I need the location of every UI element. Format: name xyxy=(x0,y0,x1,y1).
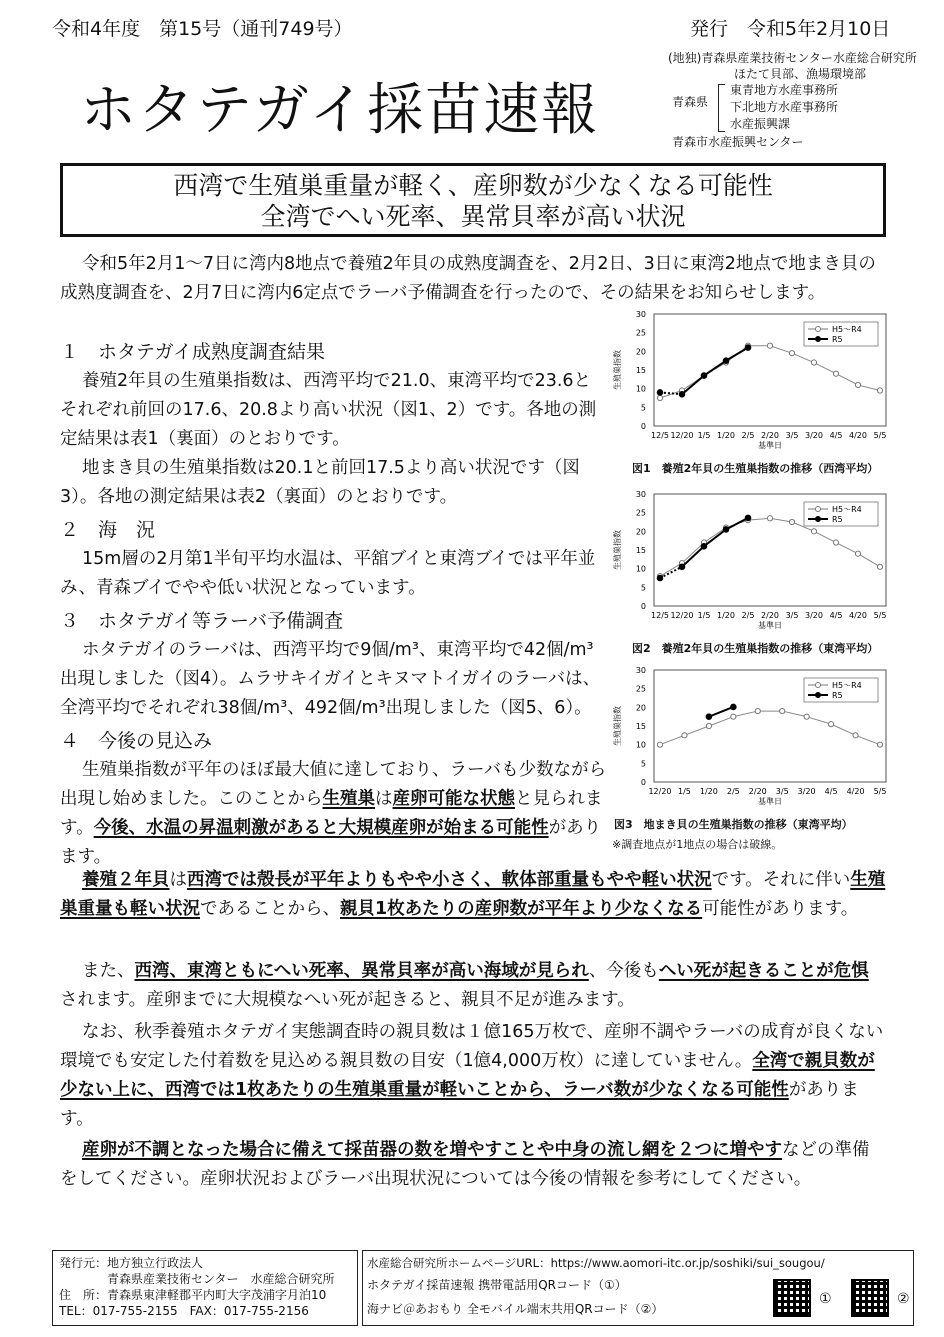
chart2-series-1-segment xyxy=(836,543,858,554)
footer-links xyxy=(362,1250,914,1326)
headline-line2: 全湾でへい死率、異常貝率が高い状況 xyxy=(260,202,686,231)
chart1-series-1-segment xyxy=(814,363,836,374)
chart3-series-1-point xyxy=(780,708,785,713)
chart2-series-1-segment xyxy=(770,518,792,522)
org-line2: ほたて貝部、漁場環境部 xyxy=(734,67,867,81)
section4-p1: 生殖巣指数が平年のほぼ最大値に達しており、ラーバも少数ながら出現し始めました。このことから生殖巣は産卵可能な状態と見られます。今後、水温の昇温刺激があると大規模産卵が始まる可能性があります。 xyxy=(60,760,607,867)
chart2-xtick: 12/20 xyxy=(670,611,694,620)
chart2-ylabel: 生殖巣指数 xyxy=(613,530,622,570)
org-line3: 青森市水産振興センター xyxy=(672,135,804,149)
chart2-series-1-point xyxy=(767,516,772,521)
qr1-marker: ① xyxy=(819,1291,832,1307)
chart2-legend-marker xyxy=(816,517,821,522)
chart2-caption: 図2 養殖2年貝の生殖巣指数の推移（東湾平均） xyxy=(632,642,879,655)
section1-p1: 養殖2年貝の生殖巣指数は、西湾平均で21.0、東湾平均で23.6とそれぞれ前回の17.6、20.8より高い状況（図1、2）です。各地の測定結果は表1（裏面）のとおりです。 xyxy=(60,371,597,449)
chart1-xtick: 3/20 xyxy=(805,431,823,440)
chart3-ytick: 10 xyxy=(635,740,646,750)
chart2-series-1-segment xyxy=(682,543,704,564)
chart2-xtick: 3/20 xyxy=(805,611,823,620)
intro-paragraph xyxy=(60,250,886,308)
chart1-series-1-segment xyxy=(770,346,792,353)
chart3-legend-label: R5 xyxy=(832,691,843,700)
chart1-series-1-segment xyxy=(836,374,858,385)
chart2-ytick: 10 xyxy=(635,564,646,574)
chart3-caption: 図3 地まき貝の生殖巣指数の推移（東湾平均） xyxy=(614,818,853,831)
chart2-series-2-point xyxy=(745,515,751,521)
chart1-series-2-segment xyxy=(682,376,704,395)
chart1-xtick: 4/20 xyxy=(849,431,867,440)
chart3-xtick: 2/5 xyxy=(726,787,740,796)
chart3-legend-marker xyxy=(816,683,821,688)
chart1-ytick: 15 xyxy=(635,366,646,375)
chart3-ytick: 25 xyxy=(635,684,646,694)
chart2-series-2-segment xyxy=(704,529,726,546)
chart1-series-2-point xyxy=(745,345,751,351)
chart1-series-1-point xyxy=(855,382,860,387)
chart3-series-2-segment xyxy=(709,707,733,717)
chart1-legend-label: R5 xyxy=(832,335,843,344)
section2-p1: 15m層の2月第1半旬平均水温は、平舘ブイと東湾ブイでは平年並み、青森ブイでやや低い状況となっています。 xyxy=(60,549,596,598)
section4-title: ４ 今後の見込み xyxy=(60,730,213,752)
chart3-series-1-point xyxy=(731,714,736,719)
chart2-legend-label: H5～R4 xyxy=(832,505,862,514)
chart2-ytick: 15 xyxy=(635,546,646,555)
chart2-series-1-segment xyxy=(858,554,880,567)
issue-date: 発行 令和5年2月10日 xyxy=(690,18,891,40)
chart1-series-2-segment xyxy=(726,348,748,361)
chart2-series-2-point xyxy=(701,543,707,549)
chart2-ytick: 25 xyxy=(635,508,646,518)
chart1-xtick: 4/5 xyxy=(829,431,843,440)
chart1-ylabel: 生殖巣指数 xyxy=(613,350,622,390)
chart3-series-1-point xyxy=(853,733,858,738)
chart3-series-1-point xyxy=(877,742,882,747)
chart3-series-1-segment xyxy=(807,717,831,724)
chart2-series-1-segment xyxy=(748,518,770,520)
chart2-series-2-segment xyxy=(682,546,704,567)
chart3-series-1-segment xyxy=(856,735,880,744)
chart2-ytick: 5 xyxy=(640,583,646,593)
left-column xyxy=(60,338,608,872)
intro-text: 令和5年2月1～7日に湾内8地点で養殖2年貝の成熟度調査を、2月2日、3日に東湾2地点で地まき貝の成熟度調査を、2月7日に湾内6定点でラーバ予備調査を行ったので、その結果をお知らせします。 xyxy=(60,254,876,303)
chart1-xlabel: 基準日 xyxy=(758,441,782,450)
chart3-ytick: 30 xyxy=(635,666,646,675)
chart3-series-1-point xyxy=(657,742,662,747)
chart3-series-1-point xyxy=(755,708,760,713)
chart3-xtick: 3/20 xyxy=(797,787,816,796)
chart2-legend-label: R5 xyxy=(832,515,843,524)
chart3-series-1-point xyxy=(706,723,711,728)
chart1-ytick: 5 xyxy=(640,403,646,413)
chart1-series-1-point xyxy=(767,343,772,348)
charts-area xyxy=(612,308,902,848)
footer-url[interactable]: 水産総合研究所ホームページURL：https://www.aomori-itc.or.jp/soshiki/sui_sougou/ xyxy=(367,1256,825,1270)
footer-l4: TEL：017-755-2155 FAX：017-755-2156 xyxy=(59,1304,309,1318)
chart2-series-1-point xyxy=(877,564,882,569)
chart2-xtick: 1/20 xyxy=(717,611,735,620)
chart3-series-1-point xyxy=(682,733,687,738)
paragraph-advice: 産卵が不調となった場合に備えて採苗器の数を増やすことや中身の流し網を２つに増やすなどの準備をしてください。産卵状況およびラーバ出現状況については今後の情報を参考にしてください。 xyxy=(60,1140,870,1189)
qr-code-1-icon[interactable] xyxy=(773,1279,811,1317)
footer-l1: 発行元：地方独立行政法人 xyxy=(59,1256,204,1270)
chart3-series-1-point xyxy=(829,722,834,727)
org-branch3: 水産振興課 xyxy=(730,117,791,131)
chart3-xtick: 12/20 xyxy=(648,787,672,796)
chart3-xtick: 5/5 xyxy=(873,787,887,796)
org-branch1: 東青地方水産事務所 xyxy=(730,83,839,97)
chart1-xtick: 3/5 xyxy=(785,431,799,440)
chart3-xtick: 3/5 xyxy=(775,787,789,796)
chart3-xtick: 2/20 xyxy=(748,787,767,796)
chart3-xtick: 1/20 xyxy=(699,787,718,796)
chart2-series-1-point xyxy=(855,551,860,556)
chart2-xtick: 2/5 xyxy=(741,611,755,620)
chart2-series-1-point xyxy=(833,540,838,545)
headline-box xyxy=(60,163,886,237)
chart1-series-1-point xyxy=(789,351,794,356)
chart2-xtick: 5/5 xyxy=(873,611,887,620)
chart3-legend-label: H5～R4 xyxy=(832,681,862,690)
headline-line1: 西湾で生殖巣重量が軽く、産卵数が少なくなる可能性 xyxy=(173,171,773,200)
chart2-series-1-segment xyxy=(814,531,836,542)
chart3-ytick: 5 xyxy=(640,759,646,769)
chart3-series-1-segment xyxy=(733,711,757,717)
qr2-marker: ② xyxy=(897,1291,910,1307)
chart2-xtick: 2/20 xyxy=(761,611,779,620)
chart1-series-2-point xyxy=(657,390,663,396)
chart2-series-1-point xyxy=(811,529,816,534)
chart1-series-1-point xyxy=(833,371,838,376)
chart1-xtick: 2/20 xyxy=(761,431,779,440)
footer-qr2-label: 海ナビ＠あおもり 全モバイル端末共用QRコード（②） xyxy=(367,1302,664,1316)
issue-number: 令和4年度 第15号（通刊749号） xyxy=(52,18,353,40)
chart2-xtick: 1/5 xyxy=(697,611,711,620)
footer-publisher xyxy=(52,1250,358,1326)
footer-l3: 住 所：青森県東津軽郡平内町大字茂浦字月泊10 xyxy=(59,1288,327,1302)
footer-qr1-label: ホタテガイ採苗速報 携帯電話用QRコード（①） xyxy=(367,1278,627,1292)
chart1-xtick: 1/5 xyxy=(697,431,711,440)
chart2-ytick: 30 xyxy=(635,490,646,499)
chart2-series-1-point xyxy=(789,519,794,524)
chart2-series-1-segment xyxy=(704,528,726,543)
chart1-legend-marker xyxy=(816,337,821,342)
org-branch2: 下北地方水産事務所 xyxy=(730,100,839,114)
org-line1: (地独)青森県産業技術センター水産総合研究所 xyxy=(668,51,917,65)
chart2-ytick: 0 xyxy=(640,602,646,611)
footer-l2: 青森県産業技術センター 水産総合研究所 xyxy=(107,1272,335,1286)
chart2-series-2-point xyxy=(657,575,663,581)
chart1-series-1-point xyxy=(877,388,882,393)
org-bracket xyxy=(718,84,725,132)
chart1-series-2-segment xyxy=(704,361,726,376)
chart3-xtick: 4/20 xyxy=(846,787,865,796)
chart1-xtick: 2/5 xyxy=(741,431,755,440)
section1-title: １ ホタテガイ成熟度調査結果 xyxy=(60,341,326,363)
chart1-xtick: 12/5 xyxy=(651,431,669,440)
chart3-xtick: 4/5 xyxy=(824,787,838,796)
section3-p1: ホタテガイのラーバは、西湾平均で9個/m³、東湾平均で42個/m³出現しました（図4）。ムラサキイガイとキヌマトイガイのラーバは、全湾平均でそれぞれ38個/m³、492個/m³出現しました（図5、6）。 xyxy=(60,640,601,718)
chart2-xtick: 12/5 xyxy=(651,611,669,620)
chart-note: ※調査地点が1地点の場合は破線。 xyxy=(612,838,783,851)
chart3-xtick: 1/5 xyxy=(678,787,691,796)
chart1-ytick: 20 xyxy=(635,347,646,357)
chart2-xtick: 4/20 xyxy=(849,611,867,620)
qr-code-2-icon[interactable] xyxy=(851,1279,889,1317)
chart2-series-2-segment xyxy=(726,518,748,530)
chart1-legend-label: H5～R4 xyxy=(832,325,862,334)
chart1-series-1-point xyxy=(657,395,662,400)
chart1-series-2-point xyxy=(679,391,685,397)
chart2-series-2-point xyxy=(679,564,685,570)
chart3-series-2-point xyxy=(731,704,737,710)
chart1-series-1-segment xyxy=(858,385,880,391)
section1-p2: 地まき貝の生殖巣指数は20.1と前回17.5より高い状況です（図3）。各地の測定結果は表2（裏面）のとおりです。 xyxy=(60,458,580,507)
chart3-series-1-segment xyxy=(660,735,684,744)
chart2-xlabel: 基準日 xyxy=(758,621,782,630)
paragraph-mortality: また、西湾、東湾ともにへい死率、異常貝率が高い海域が見られ、今後もへい死が起きることが危惧されます。産卵までに大規模なへい死が起きると、親貝不足が進みます。 xyxy=(60,961,869,1010)
chart1-ytick: 0 xyxy=(640,422,646,431)
chart2-xtick: 3/5 xyxy=(785,611,799,620)
chart1-xtick: 1/20 xyxy=(717,431,735,440)
section3-title: ３ ホタテガイ等ラーバ予備調査 xyxy=(60,610,344,632)
charts-svg xyxy=(612,308,902,848)
chart1-caption: 図1 養殖2年貝の生殖巣指数の推移（西湾平均） xyxy=(632,462,879,475)
chart1-xtick: 12/20 xyxy=(670,431,694,440)
chart3-legend-marker xyxy=(816,693,821,698)
chart2-series-2-point xyxy=(723,527,729,533)
chart1-ytick: 25 xyxy=(635,328,646,338)
chart1-legend-marker xyxy=(816,327,821,332)
chart3-series-1-segment xyxy=(709,717,733,726)
chart1-series-1-point xyxy=(811,360,816,365)
chart2-series-2-segment xyxy=(660,567,682,578)
org-pref: 青森県 xyxy=(672,95,709,109)
bulletin-title: ホタテガイ採苗速報 xyxy=(80,78,600,143)
chart2-legend-marker xyxy=(816,507,821,512)
chart3-series-2-point xyxy=(706,714,712,720)
chart1-series-2-point xyxy=(723,358,729,364)
chart1-series-2-point xyxy=(701,373,707,379)
chart3-series-1-segment xyxy=(782,711,806,717)
chart3-series-1-point xyxy=(804,714,809,719)
chart1-series-1-segment xyxy=(792,353,814,362)
chart3-ytick: 15 xyxy=(635,722,646,731)
paragraph-adult-shell: 養殖２年貝は西湾では殻長が平年よりもやや小さく、軟体部重量もやや軽い状況です。それに伴い生殖巣重量も軽い状況であることから、親貝1枚あたりの産卵数が平年より少なくなる可能性があります。 xyxy=(60,870,886,919)
chart3-xlabel: 基準日 xyxy=(758,797,782,806)
chart3-series-1-segment xyxy=(684,726,708,735)
chart3-series-1-segment xyxy=(831,724,855,735)
chart1-ytick: 30 xyxy=(635,310,646,319)
chart3-ytick: 20 xyxy=(635,703,646,713)
chart1-ytick: 10 xyxy=(635,384,646,394)
chart2-ytick: 20 xyxy=(635,527,646,537)
paragraph-parent-count: なお、秋季養殖ホタテガイ実態調査時の親貝数は１億165万枚で、産卵不調やラーバの成育が良くない環境でも安定した付着数を見込める親貝数の目安（1億4,000万枚）に達していません。全湾で親貝数が少ない上に、西湾では1枚あたりの生殖巣重量が軽いことから、ラーバ数が少なくなる可能性があります。 xyxy=(60,1022,884,1129)
chart1-xtick: 5/5 xyxy=(873,431,887,440)
chart2-xtick: 4/5 xyxy=(829,611,843,620)
chart3-ytick: 0 xyxy=(640,778,646,787)
section2-title: ２ 海 況 xyxy=(60,519,156,541)
chart3-ylabel: 生殖巣指数 xyxy=(613,706,622,746)
